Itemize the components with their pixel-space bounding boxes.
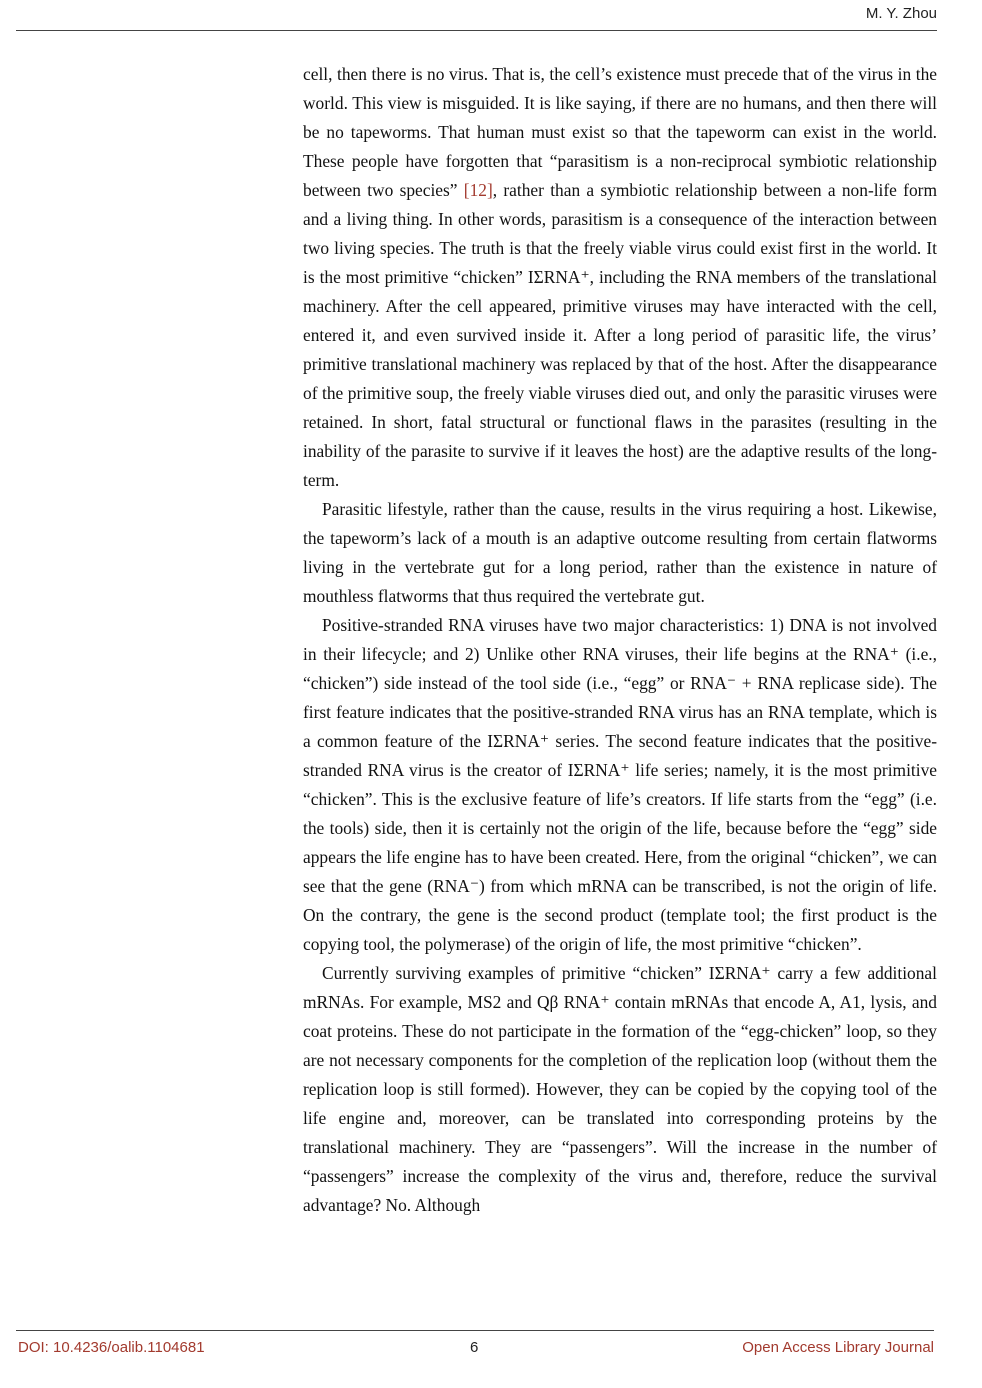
header-author: M. Y. Zhou (865, 5, 937, 22)
footer-journal-link[interactable]: Open Access Library Journal (742, 1339, 934, 1356)
paragraph-4: Currently surviving examples of primitive “chicken” IΣRNA⁺ carry a few additional mRNAs. For example, MS2 and Qβ RNA⁺ contain mRNAs that encode A, A1, lysis, and coat proteins. These do not participate in the formation of the “egg-chicken” loop, so they are not necessary components for the completion of the replication loop (without them the replication loop is still formed). However, they can be copied by the copying tool of the life engine and, moreover, can be translated into corresponding proteins by the translational machinery. They are “passengers”. Will the increase in the number of “passengers” increase the complexity of the virus and, therefore, reduce the survival advantage? No. Although (303, 963, 937, 1215)
footer-page-number: 6 (470, 1339, 479, 1356)
footer-rule (16, 1330, 934, 1331)
paragraph-1: cell, then there is no virus. That is, the cell’s existence must precede that of the virus in the world. This view is misguided. It is like saying, if there are no humans, and then there will be no tapeworms. That human must exist so that the tapeworm can exist in the world. These people have forgotten that “parasitism is a non-reciprocal symbiotic relationship between two species” [12], rather than a symbiotic relationship between a non-life form and a living thing. In other words, parasitism is a consequence of the interaction between two living species. The truth is that the freely viable virus could exist first in the world. It is the most primitive “chicken” IΣRNA⁺, including the RNA members of the translational machinery. After the cell appeared, primitive viruses may have interacted with the cell, entered it, and even survived inside it. After a long period of parasitic life, the virus’ primitive translational machinery was replaced by that of the host. After the disappearance of the primitive soup, the freely viable viruses died out, and only the parasitic viruses were retained. In short, fatal structural or functional flaws in the parasites (resulting in the inability of the parasite to survive if it leaves the host) are the adaptive results of the long-term. (303, 64, 937, 490)
footer-doi-link[interactable]: DOI: 10.4236/oalib.1104681 (18, 1339, 205, 1356)
body-text (303, 60, 937, 1220)
paragraph-3: Positive-stranded RNA viruses have two major characteristics: 1) DNA is not involved in their lifecycle; and 2) Unlike other RNA viruses, their life begins at the RNA⁺ (i.e., “chicken”) side instead of the tool side (i.e., “egg” or RNA⁻ + RNA replicase side). The first feature indicates that the positive-stranded RNA virus has an RNA template, which is a common feature of the IΣRNA⁺ series. The second feature indicates that the positive-stranded RNA virus is the creator of IΣRNA⁺ life series; namely, it is the most primitive “chicken”. This is the exclusive feature of life’s creators. If life starts from the “egg” (i.e. the tools) side, then it is certainly not the origin of the life, because before the “egg” side appears the life engine has to have been created. Here, from the original “chicken”, we can see that the gene (RNA⁻) from which mRNA can be transcribed, is not the origin of life. On the contrary, the gene is the second product (template tool; the first product is the copying tool, the polymerase) of the origin of life, the most primitive “chicken”. (303, 615, 937, 954)
header-rule (16, 30, 937, 31)
paragraph-2: Parasitic lifestyle, rather than the cause, results in the virus requiring a host. Likewise, the tapeworm’s lack of a mouth is an adaptive outcome resulting from certain flatworms living in the vertebrate gut for a long period, rather than the existence in nature of mouthless flatworms that thus required the vertebrate gut. (303, 499, 937, 606)
reference-link[interactable]: [12] (463, 180, 493, 200)
